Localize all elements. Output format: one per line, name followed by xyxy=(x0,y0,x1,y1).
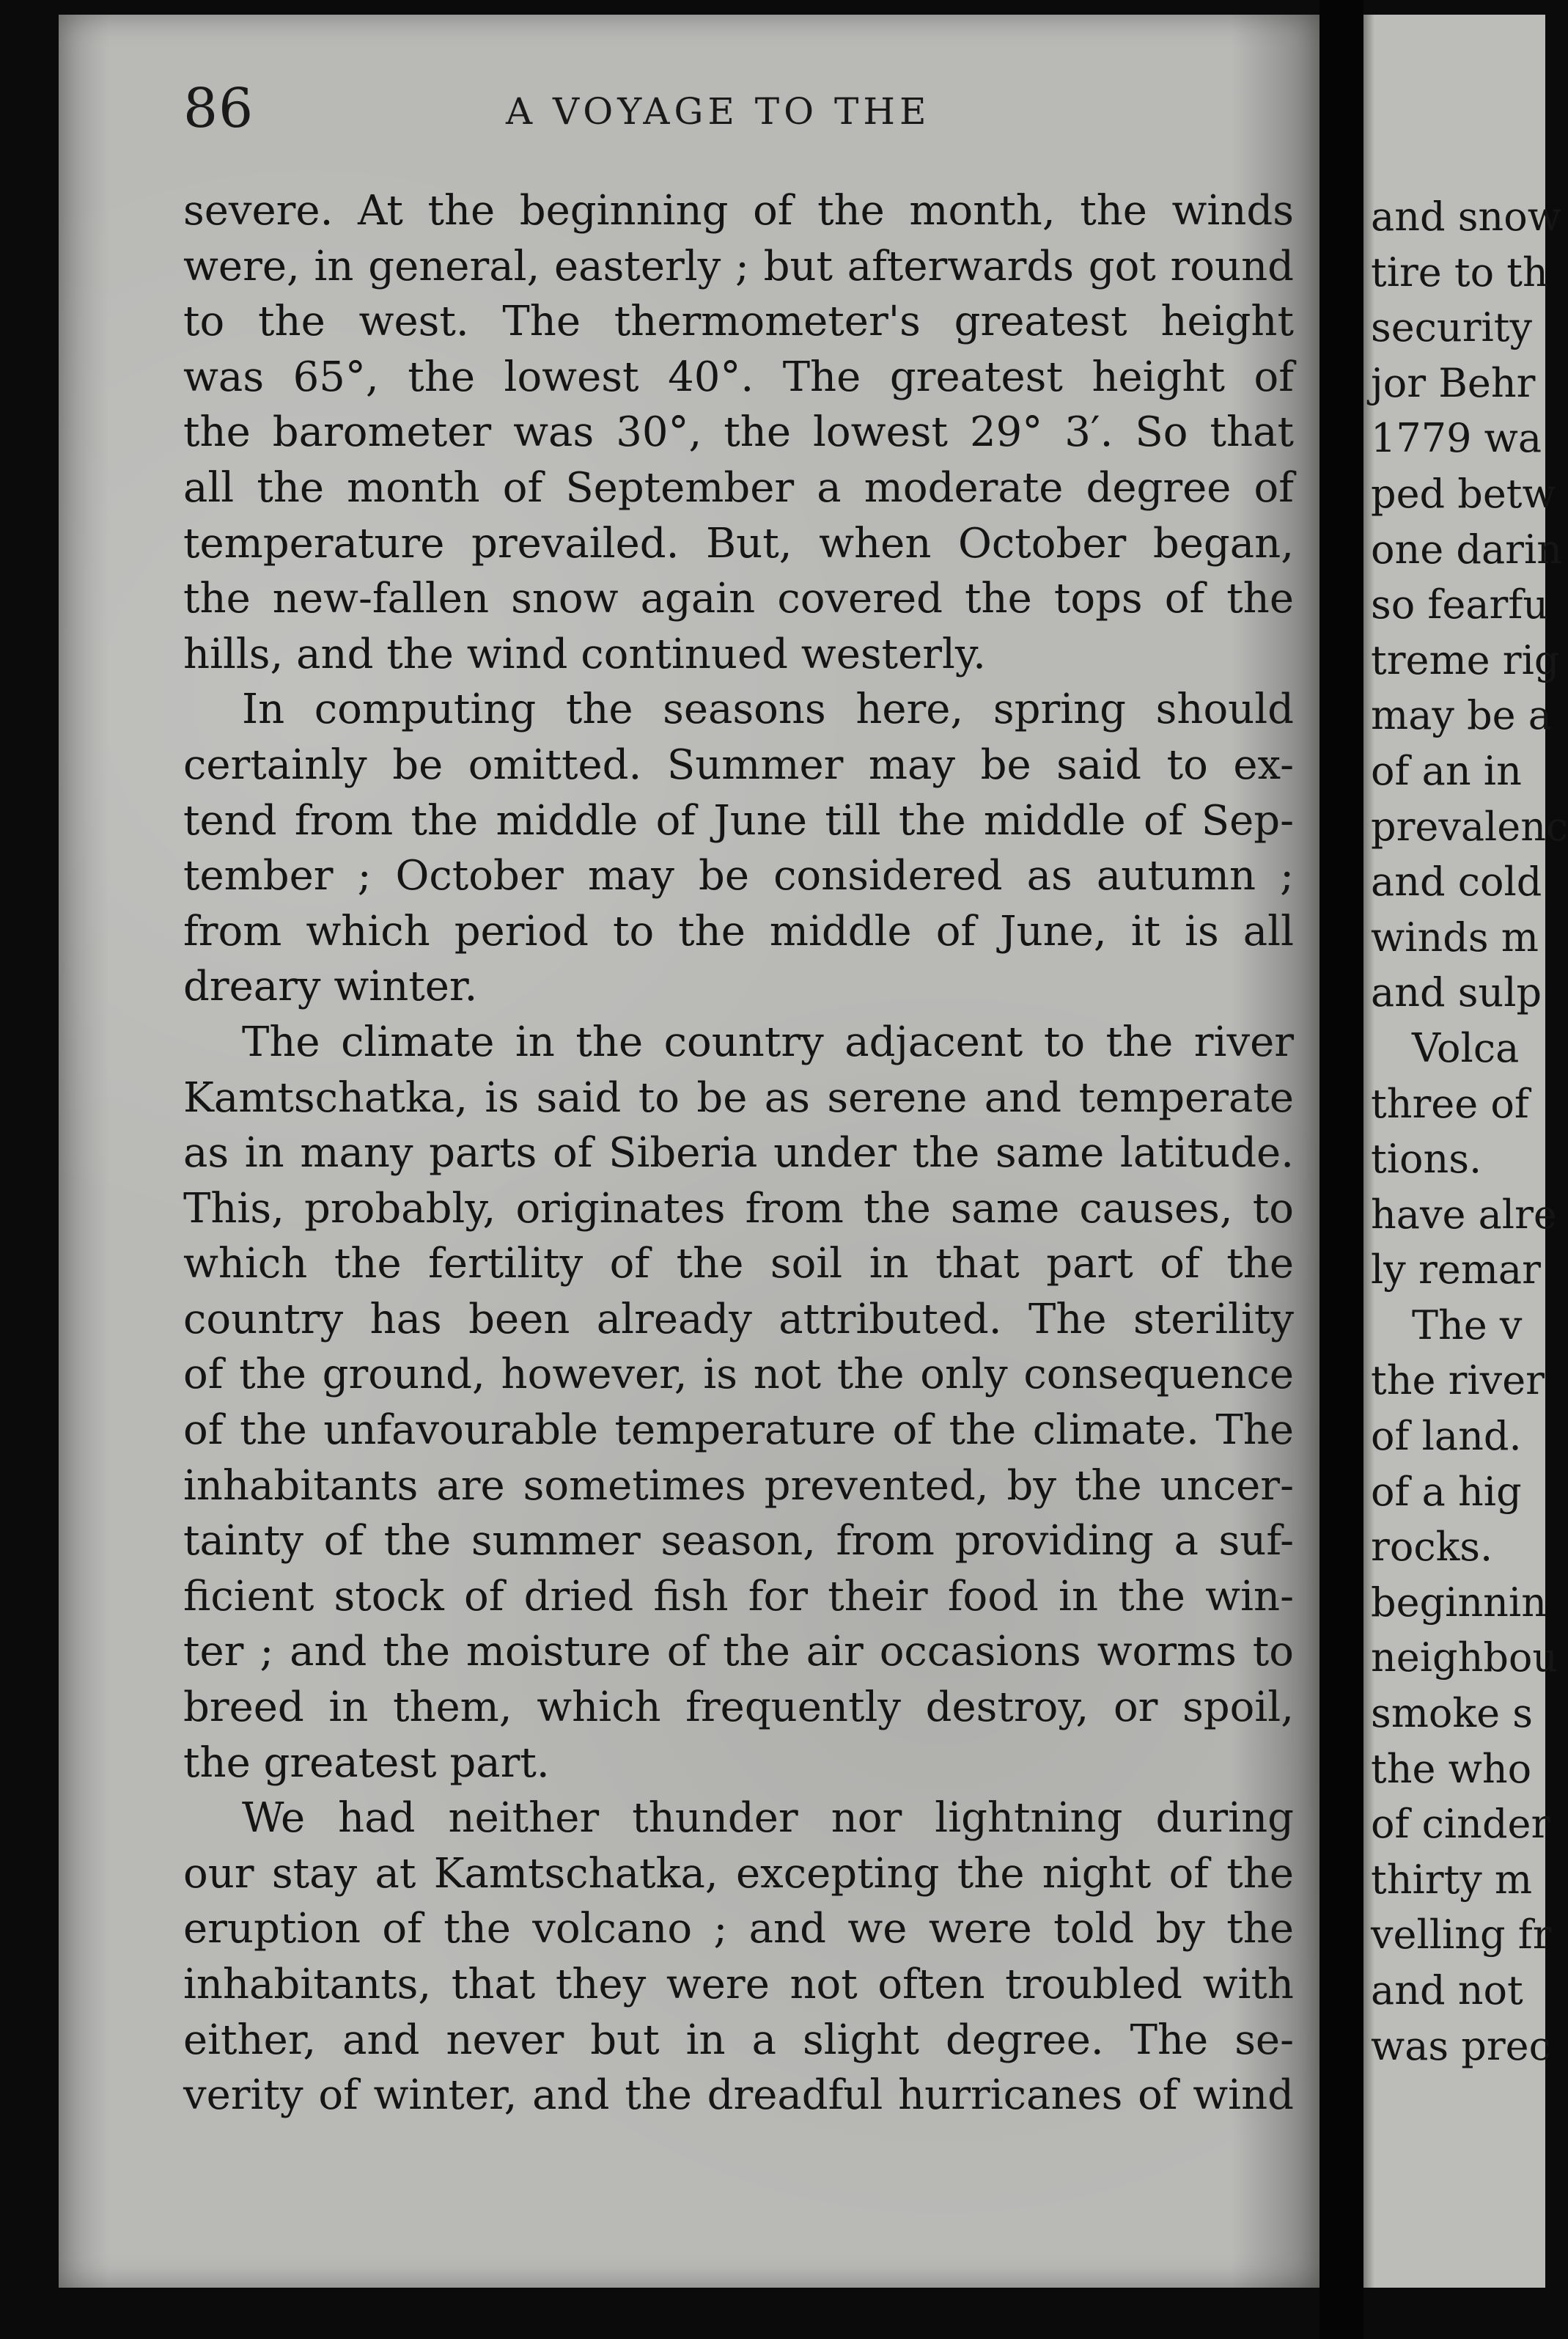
next-page-line: three of xyxy=(1371,1080,1529,1127)
text-line: the new-fallen snow again covered the tops of the xyxy=(183,575,1294,623)
next-page-line: ped betw xyxy=(1371,470,1556,517)
body-text xyxy=(183,183,1294,2123)
text-line: as in many parts of Siberia under the same latitude. xyxy=(183,1129,1294,1178)
next-page-line: the who xyxy=(1371,1745,1532,1792)
text-line: The climate in the country adjacent to the river xyxy=(242,1018,1294,1066)
next-page-line: 1779 wa xyxy=(1371,415,1542,462)
text-line: breed in them, which frequently destroy, or spoil, xyxy=(183,1683,1294,1732)
next-page-line: and snow xyxy=(1371,194,1561,240)
text-line: the barometer was 30°, the lowest 29° 3′. So that xyxy=(183,408,1294,457)
text-line: tainty of the summer season, from providing a suf- xyxy=(183,1517,1294,1565)
text-line: to the west. The thermometer's greatest height xyxy=(183,298,1294,346)
next-page-line: so fearfu xyxy=(1371,581,1549,628)
text-line: dreary winter. xyxy=(183,963,478,1011)
next-page-line: tire to th xyxy=(1371,249,1548,295)
text-line: country has been already attributed. The sterility xyxy=(183,1295,1294,1343)
next-page-line: security xyxy=(1371,304,1532,351)
text-line: tember ; October may be considered as autumn ; xyxy=(183,852,1294,900)
text-line: tend from the middle of June till the middle of Sep- xyxy=(183,796,1294,845)
next-page-line: prevalenc xyxy=(1371,803,1568,850)
text-line: inhabitants, that they were not often troubled with xyxy=(183,1961,1294,2008)
running-head xyxy=(125,77,1298,150)
next-page-text xyxy=(1371,189,1568,2074)
next-page-line: one darin xyxy=(1371,526,1563,573)
next-page-line: smoke s xyxy=(1371,1690,1533,1737)
text-line: was 65°, the lowest 40°. The greatest height of xyxy=(183,353,1294,401)
next-page-line: beginnin xyxy=(1371,1579,1547,1626)
text-line: our stay at Kamtschatka, excepting the night of the xyxy=(183,1849,1294,1898)
text-line: hills, and the wind continued westerly. xyxy=(183,630,986,678)
text-line: all the month of September a moderate degree of xyxy=(183,463,1294,512)
next-page-line: may be a xyxy=(1371,692,1552,739)
next-page-line: the river xyxy=(1371,1357,1545,1404)
next-page-line: was prec xyxy=(1371,2022,1551,2069)
next-page-line: neighbou xyxy=(1371,1634,1558,1681)
next-page-line: of land. xyxy=(1371,1413,1522,1460)
text-line: of the unfavourable temperature of the climate. The xyxy=(183,1406,1294,1455)
next-page-line: The v xyxy=(1412,1301,1523,1348)
text-line: either, and never but in a slight degree. The se- xyxy=(183,2016,1294,2064)
text-line: eruption of the volcano ; and we were told by the xyxy=(183,1905,1294,1953)
next-page-line: of a hig xyxy=(1371,1468,1522,1515)
next-page-line: and not xyxy=(1371,1967,1523,2013)
text-line: In computing the seasons here, spring should xyxy=(242,686,1294,734)
next-page-line: Volca xyxy=(1412,1024,1520,1071)
text-line: ficient stock of dried fish for their food in the win- xyxy=(183,1572,1294,1620)
next-page-line: and sulp xyxy=(1371,969,1542,1016)
running-title: A VOYAGE TO THE xyxy=(506,90,931,133)
text-line: inhabitants are sometimes prevented, by the uncer- xyxy=(183,1461,1294,1510)
next-page-line: and cold xyxy=(1371,859,1542,906)
text-line: severe. At the beginning of the month, the winds xyxy=(183,187,1294,235)
next-page-line: jor Behr xyxy=(1371,359,1536,406)
text-line: ter ; and the moisture of the air occasions worms to xyxy=(183,1628,1294,1676)
next-page-line: treme rig xyxy=(1371,636,1560,683)
next-page-line: ly remar xyxy=(1371,1246,1541,1293)
text-line: temperature prevailed. But, when October began, xyxy=(183,519,1294,568)
text-line: were, in general, easterly ; but afterwards got round xyxy=(183,242,1294,290)
next-page-line: winds m xyxy=(1371,914,1539,961)
text-line: the greatest part. xyxy=(183,1738,550,1787)
text-line: We had neither thunder nor lightning during xyxy=(242,1794,1294,1843)
next-page-line: of an in xyxy=(1371,747,1522,794)
next-page-line: thirty m xyxy=(1371,1856,1533,1903)
text-line: from which period to the middle of June, it is all xyxy=(183,907,1294,955)
text-line: This, probably, originates from the same causes, to xyxy=(183,1184,1294,1233)
text-line: which the fertility of the soil in that part of the xyxy=(183,1240,1294,1288)
next-page-line: have alre xyxy=(1371,1191,1557,1238)
text-line: certainly be omitted. Summer may be said to ex- xyxy=(183,741,1294,789)
text-line: of the ground, however, is not the only consequence xyxy=(183,1351,1294,1399)
text-line: verity of winter, and the dreadful hurricanes of wind xyxy=(183,2071,1294,2120)
page-number: 86 xyxy=(183,77,254,140)
next-page-line: tions. xyxy=(1371,1136,1482,1183)
next-page-line: velling fr xyxy=(1371,1912,1552,1958)
next-page-line: of cinder xyxy=(1371,1801,1550,1848)
text-line: Kamtschatka, is said to be as serene and temperate xyxy=(183,1073,1294,1122)
next-page-line: rocks. xyxy=(1371,1524,1493,1571)
book-gutter xyxy=(1319,0,1363,2339)
